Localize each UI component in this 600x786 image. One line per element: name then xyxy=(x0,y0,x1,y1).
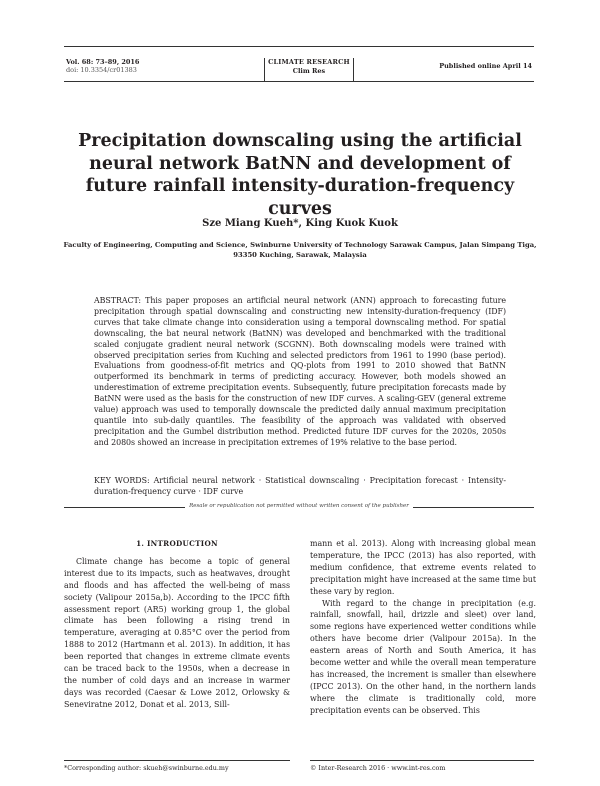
copyright-rule xyxy=(310,760,534,761)
right-column xyxy=(310,538,536,717)
journal-name: CLIMATE RESEARCH xyxy=(268,58,350,66)
published-date: Published online April 14 xyxy=(439,62,532,70)
paragraph: mann et al. 2013). Along with increasing global mean temperature, the IPCC (2013) has also reported, with medium confidence, that extreme events related to precipitation might have increased at the same time but these vary by region. xyxy=(310,539,536,596)
journal-name-box xyxy=(264,58,354,81)
left-column xyxy=(64,538,290,711)
abstract: ABSTRACT: This paper proposes an artificial neural network (ANN) approach to forecasting future precipitation through spatial downscaling and constructing new intensity-duration-frequency (IDF) curves that take climate change into consideration using a temporal downscaling method. For spatial downscaling, the bat neural network (BatNN) was developed and benchmarked with the traditional scaled conjugate gradient neural network (SCGNN). Both downscaling models were trained with observed precipitation series from Kuching and selected predictors from 1961 to 1990 (base period). Evaluations from goodness-of-fit metrics and QQ-plots from 1991 to 2010 showed that BatNN outperformed its benchmark in terms of predicting accuracy. However, both models showed an underestimation of extreme precipitation events. Subsequently, future precipitation forecasts made by BatNN were used as the basis for the construction of new IDF curves. A scaling-GEV (general extreme value) approach was used to temporally downscale the predicted daily annual maximum precipitation quantile into sub-daily quantiles. The feasibility of the approach was validated with observed precipitation and the Gumbel distribution method. Predicted future IDF curves for the 2020s, 2050s and 2080s showed an increase in precipitation extremes of 19% relative to the base period. xyxy=(94,296,506,447)
corresponding-author-note: *Corresponding author: skueh@swinburne.edu.my xyxy=(64,764,229,772)
paragraph: With regard to the change in precipitation (e.g. rainfall, snowfall, hail, drizzle and sleet) over land, some regions have experienced wetter conditions while others have become drier (Valipour 2015a). In the eastern areas of North and South America, it has become wetter and while the overall mean temperature has increased, the increment is smaller than elsewhere (IPCC 2013). On the other hand, in the northern lands where the climate is traditionally cold, more precipitation events can be observed. This xyxy=(310,598,536,715)
resale-notice xyxy=(64,503,534,509)
journal-abbreviation: Clim Res xyxy=(292,67,326,75)
resale-notice-text: Resale or republication not permitted without written consent of the publisher xyxy=(185,503,413,509)
keywords: KEY WORDS: Artificial neural network · Statistical downscaling · Precipitation forecast · Intensity-duration-frequency curve · IDF curve xyxy=(94,476,506,496)
author-list: Sze Miang Kueh*, King Kuok Kuok xyxy=(202,218,398,229)
volume-info xyxy=(66,58,139,74)
paper-title: Precipitation downscaling using the artificial neural network BatNN and development of future rainfall intensity-duration-frequency curves xyxy=(78,131,522,219)
footnote-rule xyxy=(64,760,290,761)
section-heading: 1. INTRODUCTION xyxy=(136,539,218,548)
copyright-notice: © Inter-Research 2016 · www.int-res.com xyxy=(310,764,446,772)
journal-header xyxy=(64,46,534,82)
paragraph: Climate change has become a topic of general interest due to its impacts, such as heatwaves, drought and floods and has affected the well-being of mass society (Valipour 2015a,b). According to the IPCC fifth assessment report (AR5) working group 1, the global climate has been following a rising trend in temperature, averaging at 0.85°C over the period from 1888 to 2012 (Hartmann et al. 2013). In addition, it has been reported that changes in extreme climate events can be traced back to the 1950s, when a decrease in the number of cold days and an increase in warmer days was recorded (Caesar & Lowe 2012, Orlowsky & Seneviratne 2012, Donat et al. 2013, Sill- xyxy=(64,556,290,709)
author-affiliation: Faculty of Engineering, Computing and Science, Swinburne University of Technology Sarawak Campus, Jalan Simpang Tiga, 93350 Kuching, Sarawak, Malaysia xyxy=(63,241,537,259)
doi-text: doi: 10.3354/cr01383 xyxy=(66,66,137,74)
volume-text: Vol. 68: 73–89, 2016 xyxy=(66,58,140,66)
